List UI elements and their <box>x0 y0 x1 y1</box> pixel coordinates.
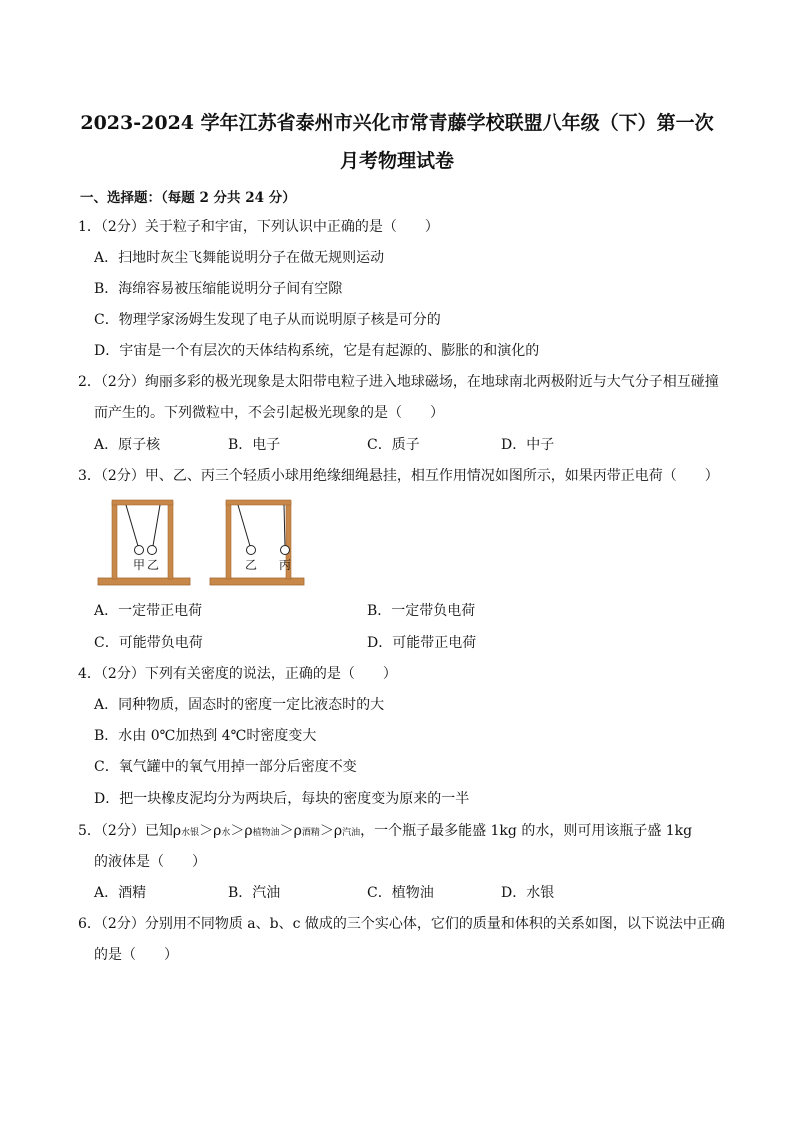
exam-title-line1: 2023-2024 学年江苏省泰州市兴化市常青藤学校联盟八年级（下）第一次 <box>80 112 714 134</box>
q2-option-d: D．中子 <box>501 437 555 453</box>
gt-symbol: ＞ <box>230 823 245 839</box>
rho-symbol: ρ <box>293 823 302 839</box>
rho-symbol: ρ <box>244 823 253 839</box>
label-bing: 丙 <box>279 558 292 572</box>
section-heading: 一、选择题：（每题 2 分共 24 分） <box>80 190 296 206</box>
q5-option-d: D．水银 <box>501 885 555 901</box>
q3-option-d: D．可能带正电荷 <box>367 635 477 651</box>
gt-symbol: ＞ <box>199 823 214 839</box>
q1-option-a: A．扫地时灰尘飞舞能说明分子在做无规则运动 <box>94 250 385 266</box>
q4-stem: 4．（2分）下列有关密度的说法，正确的是（ ） <box>78 666 397 682</box>
rho-symbol: ρ <box>172 823 182 839</box>
q5-stem-line1 <box>78 820 692 840</box>
q1-option-d: D．宇宙是一个有层次的天体结构系统，它是有起源的、膨胀的和演化的 <box>94 343 540 359</box>
q1-stem: 1．（2分）关于粒子和宇宙，下列认识中正确的是（ ） <box>78 219 439 235</box>
q3-option-c: C．可能带负电荷 <box>94 635 203 651</box>
right-stand <box>210 500 304 585</box>
q4-option-d: D．把一块橡皮泥均分为两块后，每块的密度变为原来的一半 <box>94 791 470 807</box>
q6-stem-line1: 6．（2分）分别用不同物质 a、b、c 做成的三个实心体，它们的质量和体积的关系如图，以下说法中正确 <box>78 916 725 932</box>
rho-symbol: ρ <box>333 823 343 839</box>
subscript-gasoline: 汽油 <box>342 828 361 838</box>
q4-option-a: A．同种物质，固态时的密度一定比液态时的大 <box>94 697 385 713</box>
label-yi-left: 乙 <box>147 558 160 572</box>
q4-option-b: B．水由 0℃加热到 4℃时密度变大 <box>94 728 317 744</box>
q1-option-b: B．海绵容易被压缩能说明分子间有空隙 <box>94 281 343 297</box>
label-yi-right: 乙 <box>245 558 258 572</box>
q3-stem: 3．（2分）甲、乙、丙三个轻质小球用绝缘细绳悬挂，相互作用情况如图所示，如果丙带正电荷（ ） <box>78 468 719 484</box>
q5-stem-line2: 的液体是（ ） <box>94 854 206 870</box>
q2-option-a: A．原子核 <box>94 437 161 453</box>
q2-stem-line1: 2．（2分）绚丽多彩的极光现象是太阳带电粒子进入地球磁场，在地球南北两极附近与大气分子相互碰撞 <box>78 374 719 390</box>
q5-option-b: B．汽油 <box>228 885 281 901</box>
q5-option-a: A．酒精 <box>94 885 147 901</box>
q3-option-b: B．一定带负电荷 <box>367 603 476 619</box>
q5-option-c: C．植物油 <box>367 885 434 901</box>
left-stand <box>98 500 190 585</box>
subscript-water: 水 <box>221 828 231 838</box>
subscript-vegetable-oil: 植物油 <box>252 828 280 838</box>
q2-option-c: C．质子 <box>367 437 420 453</box>
q3-option-a: A．一定带正电荷 <box>94 603 203 619</box>
subscript-alcohol: 酒精 <box>301 828 320 838</box>
exam-title-line2: 月考物理试卷 <box>339 150 454 172</box>
q1-option-c: C．物理学家汤姆生发现了电子从而说明原子核是可分的 <box>94 312 441 328</box>
gt-symbol: ＞ <box>319 823 334 839</box>
subscript-mercury: 水银 <box>181 828 200 838</box>
q2-stem-line2: 而产生的。下列微粒中，不会引起极光现象的是（ ） <box>94 405 444 421</box>
q5-suffix: ，一个瓶子最多能盛 1kg 的水，则可用该瓶子盛 1kg <box>360 823 693 839</box>
rho-symbol: ρ <box>213 823 222 839</box>
q3-pendulum-figure <box>96 494 306 590</box>
q4-option-c: C．氧气罐中的氧气用掉一部分后密度不变 <box>94 759 357 775</box>
q5-prefix: 5．（2分）已知 <box>78 823 173 839</box>
q6-stem-line2: 的是（ ） <box>94 947 178 963</box>
label-jia: 甲 <box>133 558 146 572</box>
gt-symbol: ＞ <box>279 823 294 839</box>
q2-option-b: B．电子 <box>228 437 281 453</box>
